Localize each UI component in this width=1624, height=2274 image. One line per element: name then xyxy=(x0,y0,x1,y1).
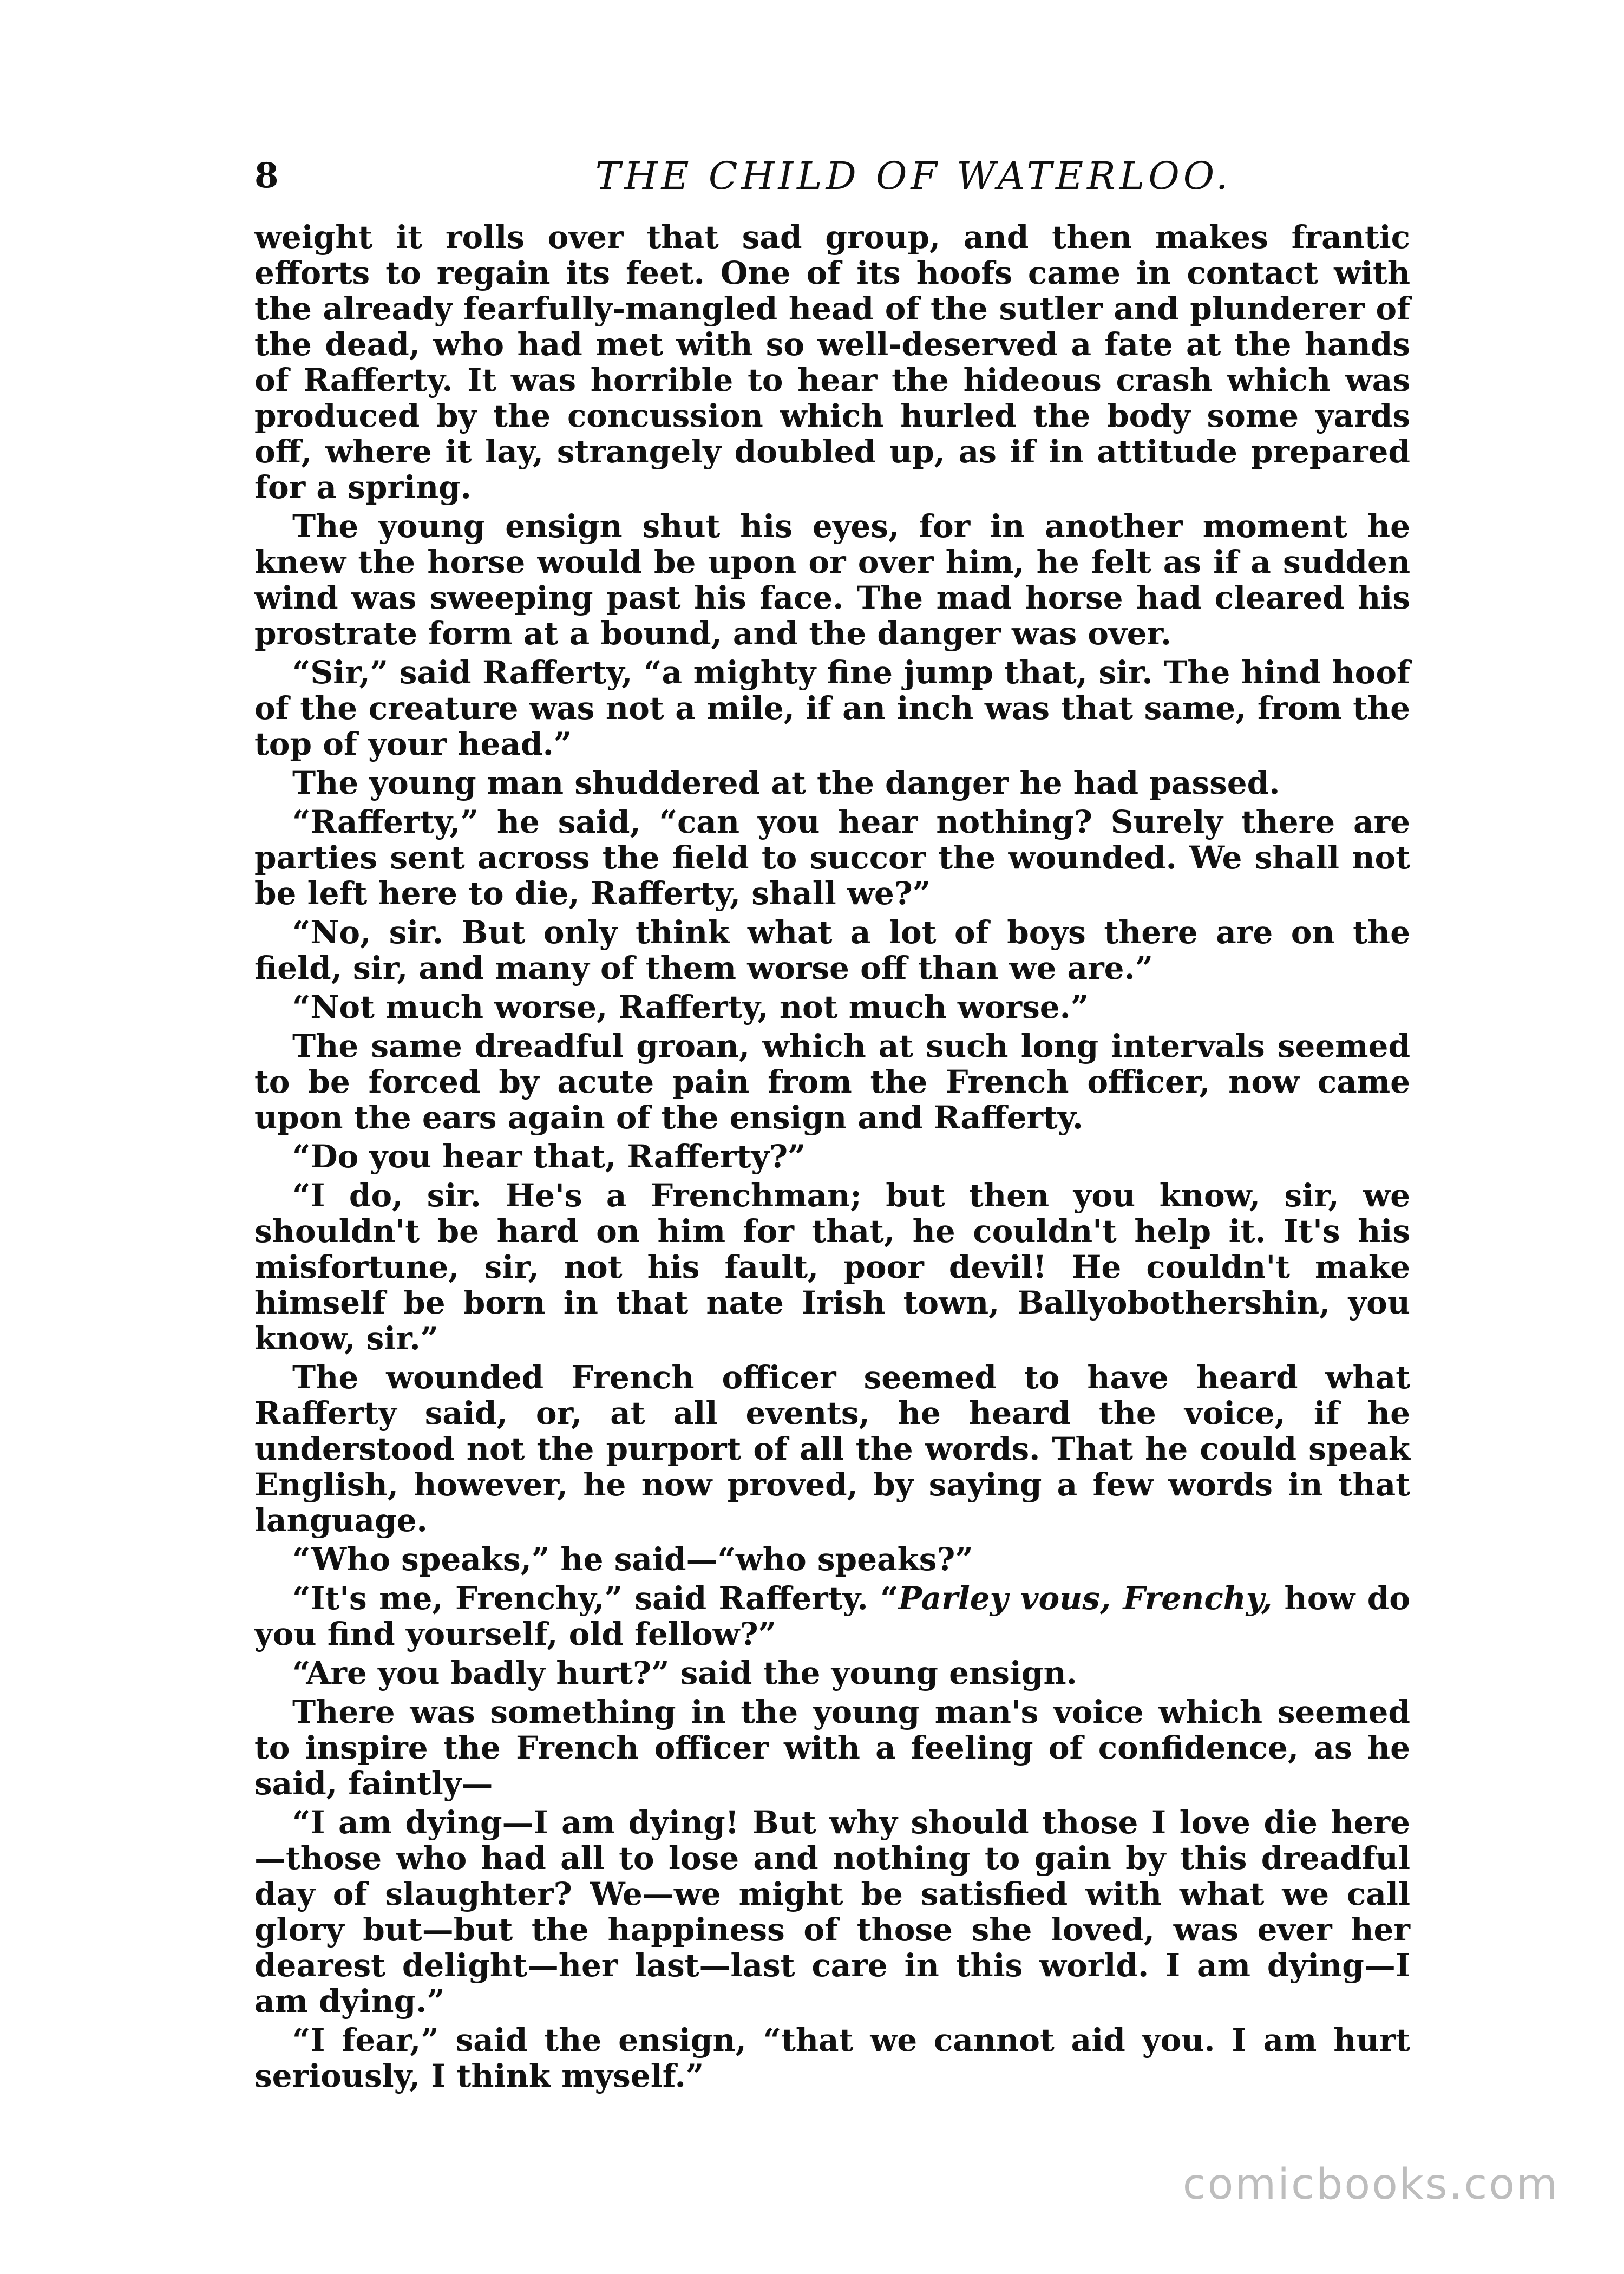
paragraph: “Who speaks,” he said—“who speaks?” xyxy=(292,1541,973,1578)
paragraph: “Rafferty,” he said, “can you hear nothing? Surely there are parties sent across the field to succor the wounded. We shall not be left here to die, Rafferty, shall we?” xyxy=(254,803,1410,912)
running-head xyxy=(254,146,1410,206)
paragraph-segment: “It's me, Frenchy,” said Rafferty. “ xyxy=(292,1580,899,1617)
paragraph: “I do, sir. He's a Frenchman; but then you know, sir, we shouldn't be hard on him for that, he couldn't help it. It's his misfortune, sir, not his fault, poor devil! He couldn't make himself be born in that nate Irish town, Ballyobothershin, you know, sir.” xyxy=(254,1177,1410,1357)
paragraph: “Are you badly hurt?” said the young ensign. xyxy=(292,1655,1077,1691)
book-title: THE CHILD OF WATERLOO. xyxy=(595,154,1232,198)
paragraph: There was something in the young man's voice which seemed to inspire the French officer with a feeling of confidence, as he said, faintly— xyxy=(254,1694,1410,1802)
paragraph: The same dreadful groan, which at such long intervals seemed to be forced by acute pain from the French officer, now came upon the ears again of the ensign and Rafferty. xyxy=(254,1028,1410,1136)
paragraph: “No, sir. But only think what a lot of boys there are on the field, sir, and many of them worse off than we are.” xyxy=(254,914,1410,986)
page-number: 8 xyxy=(254,155,279,196)
paragraph: “I fear,” said the ensign, “that we cannot aid you. I am hurt seriously, I think myself.” xyxy=(254,2022,1410,2094)
body-text xyxy=(254,219,1410,2097)
paragraph: The wounded French officer seemed to have heard what Rafferty said, or, at all events, he heard the voice, if he understood not the purport of all the words. That he could speak English, however, he now proved, by saying a few words in that language. xyxy=(254,1359,1410,1539)
paragraph: “Sir,” said Rafferty, “a mighty fine jump that, sir. The hind hoof of the creature was not a mile, if an inch was that same, from the top of your head.” xyxy=(254,654,1410,762)
paragraph: weight it rolls over that sad group, and then makes frantic efforts to regain its feet. One of its hoofs came in contact with the already fearfully-mangled head of the sutler and plunderer of the dead, who had met with so well-deserved a fate at the hands of Rafferty. It was horrible to hear the hideous crash which was produced by the concussion which hurled the body some yards off, where it lay, strangely doubled up, as if in attitude prepared for a spring. xyxy=(254,219,1410,506)
paragraph: “I am dying—I am dying! But why should those I love die here—those who had all to lose and nothing to gain by this dreadful day of slaughter? We—we might be satisfied with what we call glory but—but the happiness of those she loved, was ever her dearest delight—her last—last care in this world. I am dying—I am dying.” xyxy=(254,1804,1410,2020)
paragraph: The young man shuddered at the danger he had passed. xyxy=(292,764,1280,801)
paragraph-segment: how do you find yourself, old fellow?” xyxy=(254,1580,1410,1652)
paragraph: The young ensign shut his eyes, for in another moment he knew the horse would be upon or over him, he felt as if a sudden wind was sweeping past his face. The mad horse had cleared his prostrate form at a bound, and the danger was over. xyxy=(254,508,1410,652)
italic-phrase: Parley vous, Frenchy, xyxy=(898,1580,1273,1617)
paragraph-mixed xyxy=(254,1580,1410,1652)
paragraph: “Do you hear that, Rafferty?” xyxy=(292,1138,806,1175)
paragraph: “Not much worse, Rafferty, not much worse.” xyxy=(292,989,1089,1025)
watermark: comicbooks.com xyxy=(1182,2160,1559,2209)
